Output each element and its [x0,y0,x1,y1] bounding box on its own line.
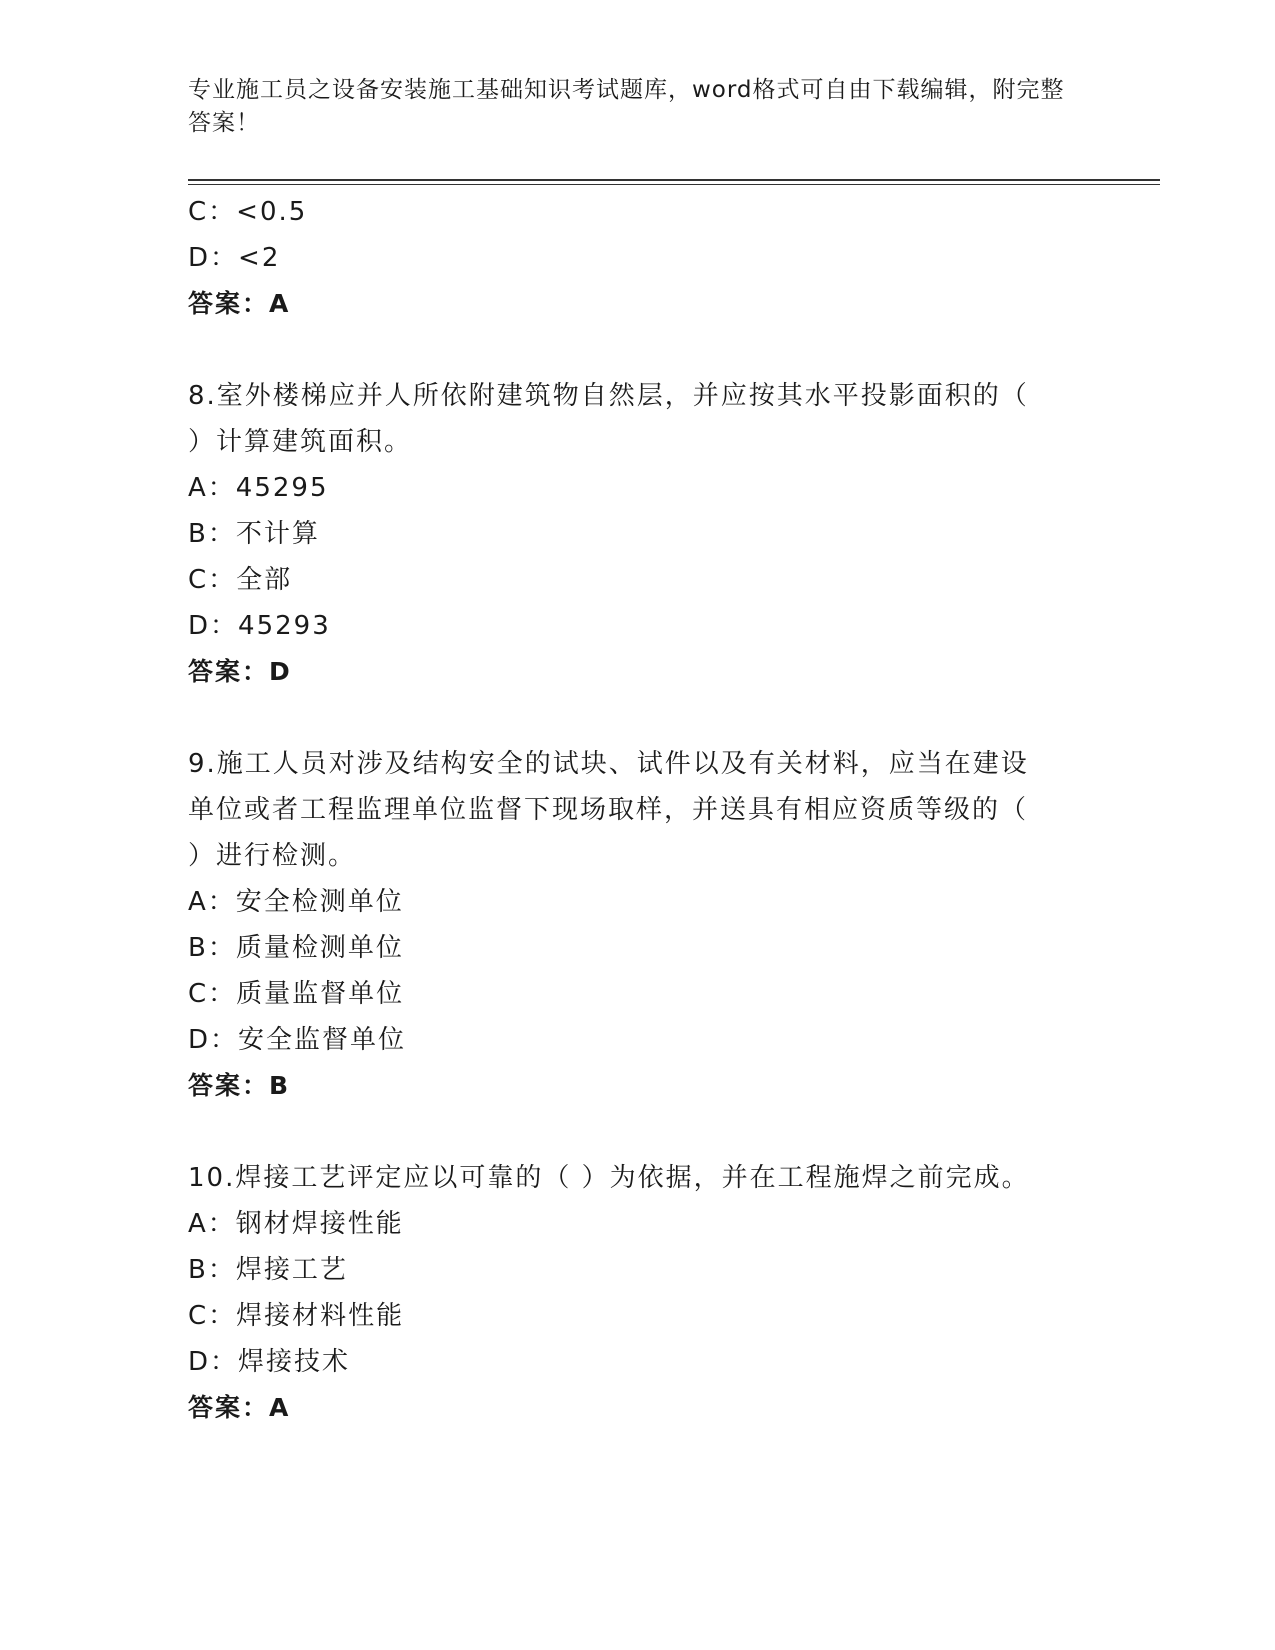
option-a: A：安全检测单位 [188,887,404,917]
option-d: D：45293 [188,611,331,641]
option-a: A：45295 [188,473,329,503]
option-d: D：<2 [188,243,281,273]
question-text-line: 单位或者工程监理单位监督下现场取样，并送具有相应资质等级的（ [188,795,1029,825]
question-text-line: ）计算建筑面积。 [188,427,413,457]
answer-line: 答案：A [188,289,291,318]
question-text-line: 9.施工人员对涉及结构安全的试块、试件以及有关材料，应当在建设 [188,749,1029,779]
option-d: D：安全监督单位 [188,1025,407,1055]
spacer [188,327,1068,373]
option-b: B：不计算 [188,519,320,549]
question-block-9 [188,741,1068,1109]
option-b: B：质量检测单位 [188,933,404,963]
option-c: C：焊接材料性能 [188,1301,405,1331]
option-c: C：全部 [188,565,293,595]
option-d: D：焊接技术 [188,1347,351,1377]
header-text: 专业施工员之设备安装施工基础知识考试题库，word格式可自由下载编辑，附完整答案！ [188,77,1065,136]
question-text-line: ）进行检测。 [188,841,357,871]
question-text-line: 10.焊接工艺评定应以可靠的（ ）为依据，并在工程施焊之前完成。 [188,1163,1030,1193]
answer-line: 答案：D [188,657,292,686]
question-block-10 [188,1155,1068,1431]
option-c: C：<0.5 [188,197,308,227]
question-list [188,189,1068,1431]
spacer [188,695,1068,741]
question-block-partial [188,189,1068,327]
header-rule-thick [188,179,1160,181]
question-text-line: 8.室外楼梯应并人所依附建筑物自然层，并应按其水平投影面积的（ [188,381,1029,411]
option-c: C：质量监督单位 [188,979,405,1009]
option-a: A：钢材焊接性能 [188,1209,404,1239]
answer-line: 答案：B [188,1071,291,1100]
document-header [188,74,1068,140]
spacer [188,1109,1068,1155]
question-block-8 [188,373,1068,695]
header-rule-thin [188,184,1160,185]
option-b: B：焊接工艺 [188,1255,348,1285]
answer-line: 答案：A [188,1393,291,1422]
